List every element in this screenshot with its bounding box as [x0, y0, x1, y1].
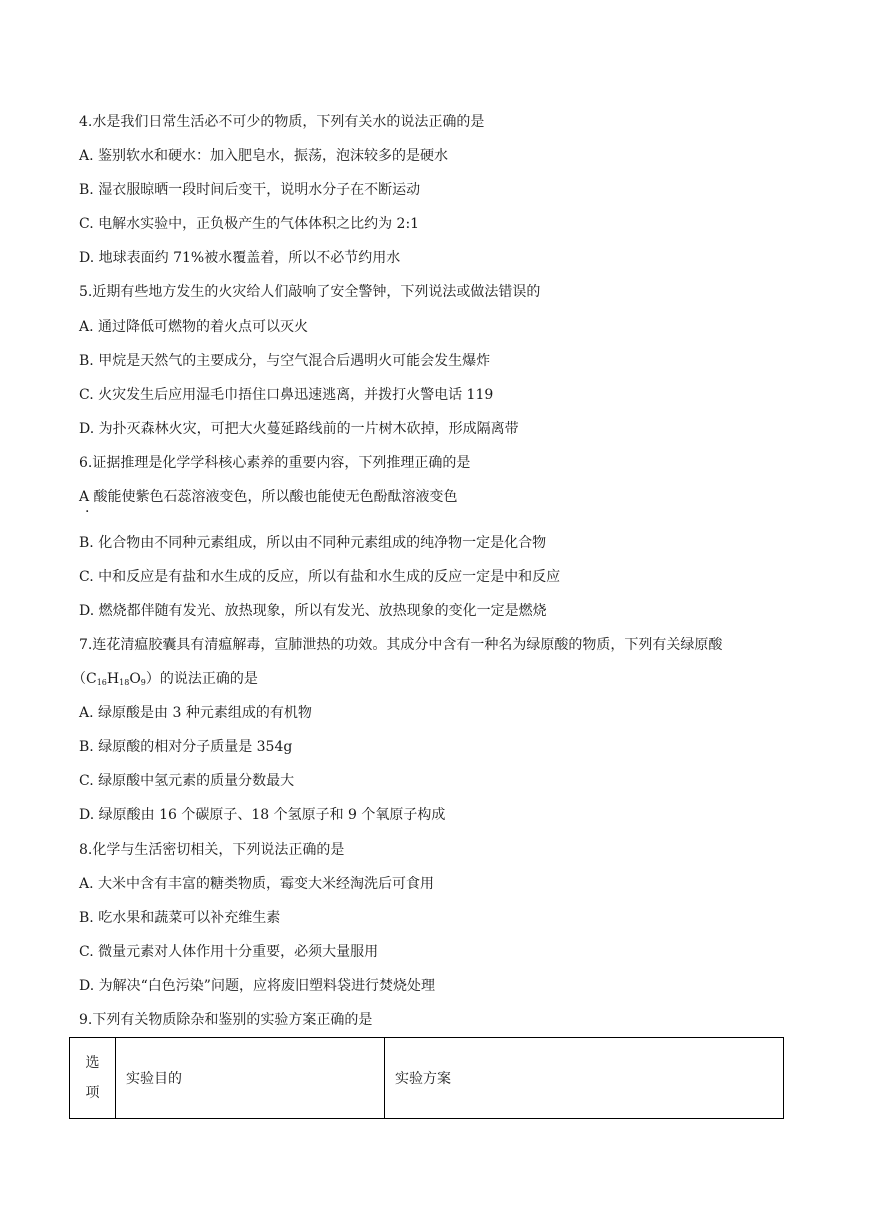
question-7-stem: 7.连花清瘟胶囊具有清瘟解毒，宣肺泄热的功效。其成分中含有一种名为绿原酸的物质，下列有关绿原酸	[79, 637, 723, 653]
formula-close: ）的说法正确的是	[145, 671, 258, 687]
question-5-option-b: B. 甲烷是天然气的主要成分，与空气混合后遇明火可能会发生爆炸	[79, 353, 491, 369]
question-6-stem: 6.证据推理是化学学科核心素养的重要内容，下列推理正确的是	[79, 455, 471, 471]
question-5-stem: 5.近期有些地方发生的火灾给人们敲响了安全警钟，下列说法或做法错误的	[79, 284, 541, 300]
question-4-option-b: B. 湿衣服晾晒一段时间后变干，说明水分子在不断运动	[79, 182, 421, 198]
question-7-option-c: C. 绿原酸中氢元素的质量分数最大	[79, 773, 295, 789]
question-7-option-b: B. 绿原酸的相对分子质量是 354g	[79, 739, 293, 755]
question-9-stem: 9.下列有关物质除杂和鉴别的实验方案正确的是	[79, 1012, 373, 1028]
question-4-option-c: C. 电解水实验中，正负极产生的气体体积之比约为 2:1	[79, 216, 420, 232]
question-4-option-a: A. 鉴别软水和硬水：加入肥皂水，振荡，泡沫较多的是硬水	[79, 148, 449, 164]
question-6-option-d: D. 燃烧都伴随有发光、放热现象，所以有发光、放热现象的变化一定是燃烧	[79, 603, 547, 619]
question-8-stem: 8.化学与生活密切相关，下列说法正确的是	[79, 842, 345, 858]
experiment-table	[69, 1037, 784, 1119]
question-8-option-c: C. 微量元素对人体作用十分重要，必须大量服用	[79, 944, 379, 960]
question-7-stem-continued	[72, 670, 258, 692]
table-row	[70, 1038, 784, 1119]
question-6-option-a: A 酸能使紫色石蕊溶液变色，所以酸也能使无色酚酞溶液变色	[79, 489, 458, 505]
question-7-option-d: D. 绿原酸由 16 个碳原子、18 个氢原子和 9 个氧原子构成	[79, 807, 446, 823]
question-8-option-d: D. 为解决“白色污染”问题，应将废旧塑料袋进行焚烧处理	[79, 978, 435, 994]
table-header-option-line2: 项	[85, 1085, 100, 1101]
question-4-option-d: D. 地球表面约 71%被水覆盖着，所以不必节约用水	[79, 250, 401, 266]
table-header-option-line1: 选	[85, 1055, 100, 1071]
table-header-plan: 实验方案	[385, 1038, 784, 1119]
table-header-purpose: 实验目的	[116, 1038, 385, 1119]
question-5-option-d: D. 为扑灭森林火灾，可把大火蔓延路线前的一片树木砍掉，形成隔离带	[79, 421, 519, 437]
formula-h: H	[106, 671, 120, 687]
formula-open: （C	[72, 671, 97, 687]
question-4-stem: 4.水是我们日常生活必不可少的物质，下列有关水的说法正确的是	[79, 114, 485, 130]
question-6-option-c: C. 中和反应是有盐和水生成的反应，所以有盐和水生成的反应一定是中和反应	[79, 569, 561, 585]
formula-o: O	[129, 671, 141, 687]
formula-sub-h: 18	[119, 678, 130, 687]
question-8-option-b: B. 吃水果和蔬菜可以补充维生素	[79, 910, 281, 926]
question-8-option-a: A. 大米中含有丰富的糖类物质，霉变大米经淘洗后可食用	[79, 876, 435, 892]
formula-sub-o: 9	[140, 678, 146, 687]
table-header-option	[70, 1038, 116, 1119]
formula-sub-c: 16	[96, 678, 107, 687]
question-5-option-c: C. 火灾发生后应用湿毛巾捂住口鼻迅速逃离，并拨打火警电话 119	[79, 387, 494, 403]
question-7-option-a: A. 绿原酸是由 3 种元素组成的有机物	[79, 705, 312, 721]
question-5-option-a: A. 通过降低可燃物的着火点可以灭火	[79, 319, 309, 335]
stray-dot-mark: ·	[85, 504, 90, 520]
question-6-option-b: B. 化合物由不同种元素组成，所以由不同种元素组成的纯净物一定是化合物	[79, 535, 547, 551]
